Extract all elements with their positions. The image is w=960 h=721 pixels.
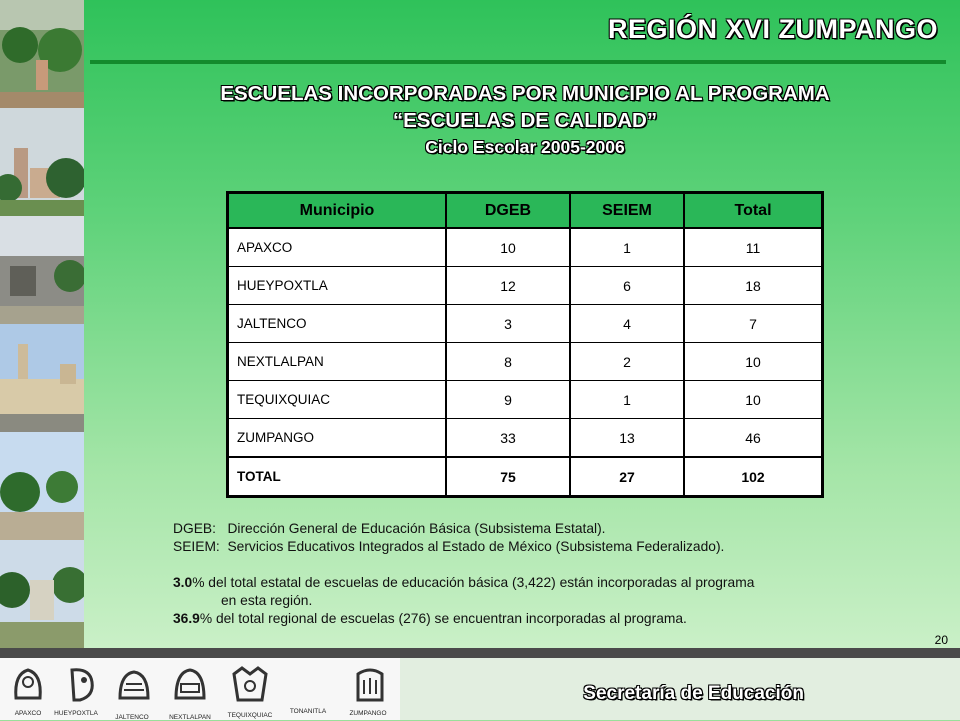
label-tonanitla: TONANITLA — [289, 708, 327, 715]
column-header-total: Total — [684, 193, 823, 229]
hueypoxtla-glyph-icon — [62, 664, 102, 704]
note-pct-state — [173, 574, 893, 592]
column-header-seiem: SEIEM — [570, 193, 684, 229]
table-row — [228, 381, 823, 419]
notes-spacer — [173, 556, 893, 574]
table-total-row — [228, 457, 823, 497]
cell-dgeb: 9 — [446, 381, 570, 419]
cell-seiem: 1 — [570, 381, 684, 419]
secretaria-title: Secretaría de Educación — [583, 683, 804, 704]
note-pct-state-cont: en esta región. — [221, 593, 313, 608]
table-row — [228, 267, 823, 305]
photo-park — [0, 432, 84, 540]
cell-total: 10 — [684, 343, 823, 381]
cell-municipio: HUEYPOXTLA — [228, 267, 447, 305]
cell-total: 7 — [684, 305, 823, 343]
cell-total: 10 — [684, 381, 823, 419]
table-row — [228, 343, 823, 381]
photo-ruins — [0, 216, 84, 324]
pct-state-text: % del total estatal de escuelas de educación básica (3,422) están incorporadas al programa — [192, 575, 755, 590]
cell-seiem: 2 — [570, 343, 684, 381]
notes-block — [173, 520, 893, 628]
cell-seiem: 4 — [570, 305, 684, 343]
table-header-row — [228, 193, 823, 229]
label-nextlalpan: NEXTLALPAN — [169, 714, 211, 721]
cell-seiem: 1 — [570, 228, 684, 267]
slide-title-line2: “ESCUELAS DE CALIDAD” — [392, 109, 658, 132]
pct-region-text: % del total regional de escuelas (276) se encuentran incorporadas al programa. — [199, 611, 687, 626]
photo-plaza — [0, 0, 84, 108]
zumpango-glyph-icon — [350, 664, 390, 704]
cell-total-dgeb: 75 — [446, 457, 570, 497]
cell-seiem: 6 — [570, 267, 684, 305]
note-dgeb-text: Dirección General de Educación Básica (Subsistema Estatal). — [227, 521, 606, 536]
slide-subtitle: Ciclo Escolar 2005-2006 — [425, 137, 625, 157]
cell-total: 18 — [684, 267, 823, 305]
label-zumpango: ZUMPANGO — [349, 710, 387, 717]
cell-dgeb: 33 — [446, 419, 570, 458]
label-tequixquiac: TEQUIXQUIAC — [227, 712, 273, 719]
table-row — [228, 305, 823, 343]
label-apaxco: APAXCO — [14, 710, 42, 717]
cell-municipio: TEQUIXQUIAC — [228, 381, 447, 419]
cell-dgeb: 10 — [446, 228, 570, 267]
cell-municipio: ZUMPANGO — [228, 419, 447, 458]
note-dgeb-label: DGEB: — [173, 521, 216, 536]
photo-kiosk — [0, 540, 84, 648]
cell-seiem: 13 — [570, 419, 684, 458]
note-seiem — [173, 538, 893, 556]
label-jaltenco: JALTENCO — [115, 714, 149, 721]
cell-total: 46 — [684, 419, 823, 458]
cell-municipio: JALTENCO — [228, 305, 447, 343]
column-header-municipio: Municipio — [228, 193, 447, 229]
glyph-bar — [0, 658, 400, 720]
cell-total-total: 102 — [684, 457, 823, 497]
photo-church — [0, 108, 84, 216]
cell-dgeb: 8 — [446, 343, 570, 381]
header-rule — [90, 60, 946, 64]
label-hueypoxtla: HUEYPOXTLA — [54, 710, 98, 717]
apaxco-glyph-icon — [8, 664, 48, 704]
table-row — [228, 228, 823, 267]
table-row — [228, 419, 823, 458]
cell-municipio: NEXTLALPAN — [228, 343, 447, 381]
cell-total: 11 — [684, 228, 823, 267]
note-seiem-label: SEIEM: — [173, 539, 220, 554]
page-number: 20 — [934, 633, 948, 647]
footer-rule — [0, 648, 960, 658]
nextlalpan-glyph-icon — [170, 664, 210, 704]
cell-total-seiem: 27 — [570, 457, 684, 497]
pct-region-value: 36.9 — [173, 611, 200, 626]
column-header-dgeb: DGEB — [446, 193, 570, 229]
pct-state-value: 3.0 — [173, 575, 193, 590]
slide-title-line1: ESCUELAS INCORPORADAS POR MUNICIPIO AL PROGRAMA — [220, 82, 830, 105]
tequixquiac-glyph-icon — [230, 664, 270, 704]
cell-municipio: APAXCO — [228, 228, 447, 267]
note-pct-region — [173, 610, 893, 628]
cell-dgeb: 3 — [446, 305, 570, 343]
cell-dgeb: 12 — [446, 267, 570, 305]
note-seiem-text: Servicios Educativos Integrados al Estado de México (Subsistema Federalizado). — [227, 539, 725, 554]
note-dgeb — [173, 520, 893, 538]
schools-table — [226, 191, 824, 498]
region-title: REGIÓN XVI ZUMPANGO — [607, 14, 938, 44]
photo-strip — [0, 0, 84, 648]
photo-palace — [0, 324, 84, 432]
jaltenco-glyph-icon — [114, 664, 154, 704]
cell-total-label: TOTAL — [228, 457, 447, 497]
